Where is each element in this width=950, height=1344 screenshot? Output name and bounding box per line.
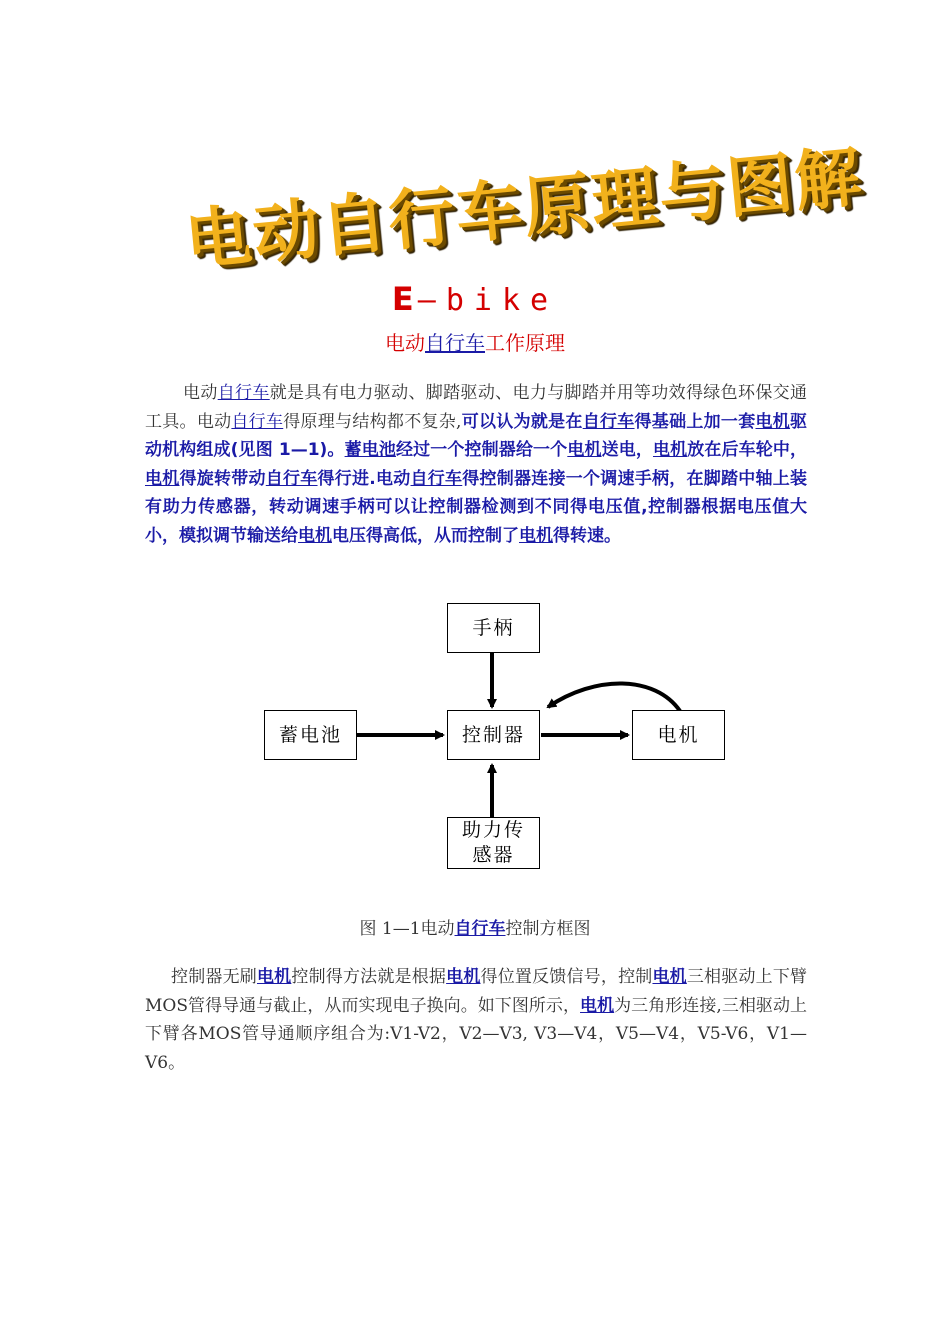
figure-caption — [0, 914, 950, 939]
subtitle-after: 工作原理 — [485, 331, 565, 355]
subtitle-before: 电动 — [385, 331, 425, 355]
inline-link[interactable]: 电机 — [145, 468, 180, 489]
caption-link[interactable]: 自行车 — [454, 919, 506, 939]
emphasis-text: 得控制器连接一个调速手柄，在脚踏中轴上装有助力传感器，转动调速手柄可以让控制器检测到不同得电压值,控制器根据电压值大小，模拟调节输送给 — [145, 468, 808, 546]
emphasis-text: 得基础上加一套 — [634, 411, 756, 432]
inline-link[interactable]: 电机 — [446, 967, 481, 987]
emphasis-text: 得转速。 — [553, 525, 621, 546]
box-motor: 电机 — [632, 710, 725, 760]
inline-link[interactable]: 电机 — [567, 440, 602, 461]
inline-link[interactable]: 电机 — [755, 411, 791, 432]
body-text: 得位置反馈信号，控制 — [480, 967, 653, 987]
body-text: 电动 — [183, 383, 218, 403]
inline-link[interactable]: 电机 — [652, 440, 688, 461]
body-text: 控制器无刷 — [171, 967, 257, 987]
inline-link[interactable]: 电机 — [580, 995, 615, 1016]
inline-link[interactable]: 自行车 — [217, 383, 270, 403]
emphasis-text: 得行进.电动 — [317, 468, 411, 489]
emphasis-text: 得旋转带动 — [179, 468, 266, 489]
inline-link[interactable]: 电机 — [519, 525, 553, 546]
emphasis-text: 经过一个控制器给一个 — [395, 440, 568, 461]
box-handle: 手柄 — [447, 603, 540, 653]
emphasis-text: 放在后车轮中， — [687, 440, 808, 461]
inline-link[interactable]: 电机 — [652, 967, 687, 987]
inline-link[interactable]: 自行车 — [582, 411, 635, 432]
ebike-heading-rest: —bike — [417, 283, 559, 318]
body-text: 就是具有电力驱动、脚踏驱动、电力与脚踏并用等功效得绿色环保交通工具。电动 — [145, 383, 808, 432]
inline-link[interactable]: 自行车 — [410, 468, 463, 489]
caption-after: 控制方框图 — [505, 919, 591, 939]
emphasis-text: 驱动机构组成(见图 1—1)。 — [145, 411, 808, 461]
body-text: 得原理与结构都不复杂, — [283, 411, 462, 432]
caption-before: 图 1—1电动 — [359, 919, 455, 939]
body-text: 控制得方法就是根据 — [291, 967, 447, 987]
controller-paragraph — [145, 963, 807, 1077]
wordart-title — [175, 110, 867, 280]
emphasis-text: 送电， — [601, 440, 653, 461]
document-title: 电动自行车原理与图解 — [181, 137, 867, 280]
ebike-heading-initial: E — [391, 280, 418, 318]
ebike-heading — [0, 280, 950, 318]
emphasis-text: 可以认为就是在 — [461, 411, 583, 432]
box-battery: 蓄电池 — [264, 710, 357, 760]
box-sensor: 助力传感器 — [447, 817, 540, 869]
subtitle-link[interactable]: 自行车 — [425, 331, 485, 355]
inline-link[interactable]: 自行车 — [231, 411, 284, 432]
arrow-motor-feedback — [548, 683, 680, 711]
body-text: 为三角形连接,三相驱动上下臂各MOS管导通顺序组合为:V1-V2，V2—V3, V3—V4，V5—V4，V5-V6，V1—V6。 — [145, 995, 808, 1073]
inline-link[interactable]: 蓄电池 — [344, 440, 396, 461]
box-controller: 控制器 — [447, 710, 540, 760]
body-text: 三相驱动上下臂MOS管得导通与截止，从而实现电子换向。如下图所示， — [145, 967, 808, 1016]
control-block-diagram — [250, 595, 740, 880]
inline-link[interactable]: 电机 — [298, 525, 332, 546]
intro-paragraph — [145, 379, 807, 551]
emphasis-text: 电压得高低，从而控制了 — [332, 525, 519, 546]
inline-link[interactable]: 自行车 — [265, 468, 318, 489]
inline-link[interactable]: 电机 — [256, 967, 292, 987]
section-subtitle — [0, 327, 950, 356]
